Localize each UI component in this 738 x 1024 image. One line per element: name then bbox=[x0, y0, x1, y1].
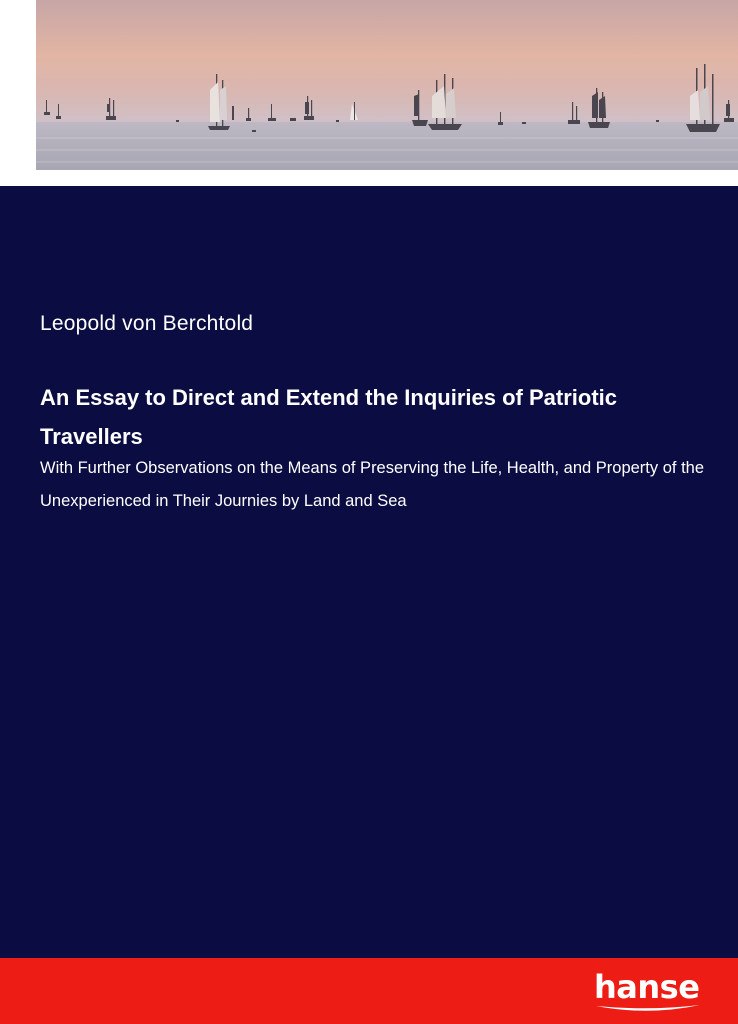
top-band bbox=[0, 0, 738, 186]
cover-panel bbox=[0, 186, 738, 958]
publisher-logo bbox=[594, 968, 706, 1016]
publisher-band bbox=[0, 958, 738, 1024]
author-name: Leopold von Berchtold bbox=[40, 312, 254, 335]
tall-ships-photo bbox=[36, 0, 738, 170]
logo-swoosh-icon bbox=[594, 1002, 702, 1014]
publisher-logo-text: hanse bbox=[594, 968, 700, 1006]
book-title: An Essay to Direct and Extend the Inquiries of Patriotic Travellers bbox=[40, 385, 618, 449]
book-subtitle: With Further Observations on the Means of Preserving the Life, Health, and Property of the Unexperienced in Their Journies by Land and Sea bbox=[40, 459, 705, 510]
